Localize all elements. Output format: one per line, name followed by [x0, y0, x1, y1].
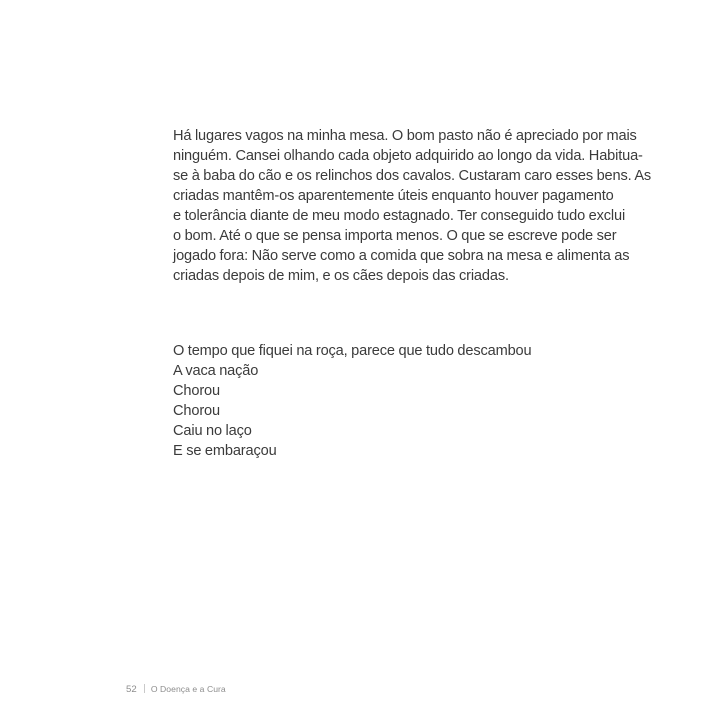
prose-line: ninguém. Cansei olhando cada objeto adquirido ao longo da vida. Habitua- — [173, 148, 643, 165]
main-text-column — [173, 126, 665, 286]
prose-line: criadas mantêm-os aparentemente úteis enquanto houver pagamento — [173, 188, 614, 205]
verse-line: Caiu no laço — [173, 423, 252, 440]
verse-line: Chorou — [173, 403, 220, 420]
prose-line: jogado fora: Não serve como a comida que sobra na mesa e alimenta as — [173, 248, 630, 265]
verse-line: Chorou — [173, 383, 220, 400]
prose-line: o bom. Até o que se pensa importa menos. O que se escreve pode ser — [173, 228, 617, 245]
folio-separator-rule — [144, 684, 145, 693]
prose-line: criadas depois de mim, e os cães depois das criadas. — [173, 268, 509, 285]
page-footer — [126, 683, 226, 695]
verse-line: O tempo que fiquei na roça, parece que tudo descambou — [173, 343, 532, 359]
prose-line: se à baba do cão e os relinchos dos cavalos. Custaram caro esses bens. As — [173, 168, 652, 185]
page-number: 52 — [126, 684, 137, 695]
verse-line: E se embaraçou — [173, 443, 277, 460]
running-title: O Doença e a Cura — [150, 684, 226, 694]
prose-line: e tolerância diante de meu modo estagnado. Ter conseguido tudo exclui — [173, 208, 626, 225]
verse-stanza — [173, 341, 665, 461]
paragraph-prose — [173, 126, 665, 286]
prose-line: Há lugares vagos na minha mesa. O bom pasto não é apreciado por mais — [173, 128, 637, 144]
verse-line: A vaca nação — [173, 363, 259, 380]
